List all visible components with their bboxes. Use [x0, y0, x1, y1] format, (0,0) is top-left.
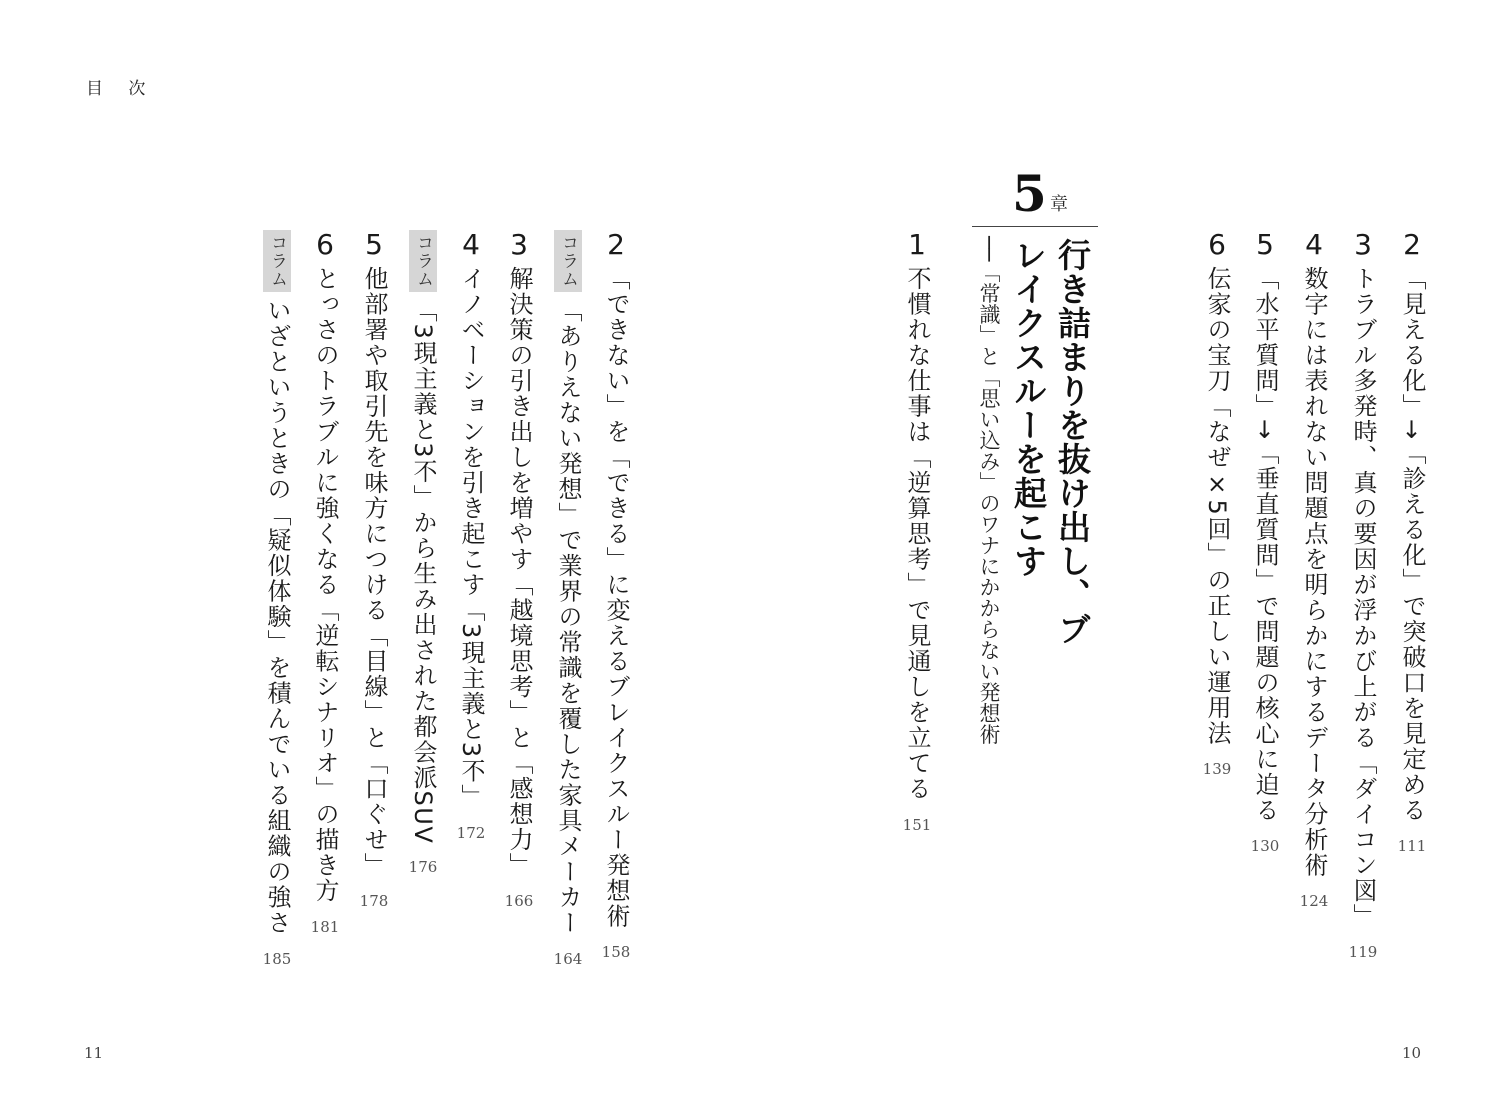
entry-page: 130 — [1250, 837, 1280, 856]
chapter-title: 行き詰まりを抜け出し、ブレイクスルーを起こす — [1009, 238, 1092, 646]
entry-title[interactable]: 「3現主義と3不」から生み出された都会派SUV — [409, 298, 437, 845]
entry-title[interactable]: イノベーションを引き起こす「3現主義と3不」 — [457, 266, 485, 810]
entry-page: 139 — [1202, 759, 1232, 778]
entry-page: 124 — [1299, 892, 1329, 910]
entry-page: 178 — [359, 892, 389, 910]
page-header-title: 目 次 — [86, 79, 156, 99]
entry-page: 151 — [902, 815, 932, 834]
toc-column-entry[interactable] — [548, 230, 588, 968]
toc-entry[interactable] — [1245, 230, 1285, 855]
toc-entry[interactable] — [451, 230, 491, 842]
entry-number: 5 — [1256, 228, 1274, 261]
entry-number: 2 — [1403, 228, 1421, 261]
column-badge: コラム — [409, 230, 437, 292]
toc-entry[interactable] — [596, 230, 636, 961]
entry-number: 6 — [316, 228, 334, 261]
entry-number: 6 — [1208, 228, 1226, 261]
entry-title[interactable]: 「水平質問」→「垂直質問」で問題の核心に迫る — [1251, 266, 1279, 824]
entry-title[interactable]: 不慣れな仕事は「逆算思考」で見通しを立てる — [903, 266, 931, 802]
entry-title[interactable]: 数字には表れない問題点を明らかにするデータ分析術 — [1300, 266, 1328, 878]
entry-number: 3 — [510, 228, 528, 261]
entry-page: 119 — [1348, 943, 1378, 961]
entry-page: 172 — [456, 823, 486, 842]
entry-title[interactable]: 「できない」を「できる」に変えるブレイクスルー発想術 — [602, 266, 630, 929]
toc-entry[interactable] — [1343, 230, 1383, 961]
toc-entry[interactable] — [1294, 230, 1334, 910]
page-number-left: 11 — [84, 1044, 104, 1062]
toc-entry[interactable] — [1197, 230, 1237, 778]
column-badge: コラム — [263, 230, 291, 292]
toc-entry[interactable] — [499, 230, 539, 910]
entry-page: 166 — [504, 892, 534, 910]
entry-title[interactable]: とっさのトラブルに強くなる「逆転シナリオ」の描き方 — [311, 266, 339, 904]
column-badge: コラム — [554, 230, 582, 292]
entry-number: 2 — [607, 228, 625, 261]
toc-entry[interactable] — [1392, 230, 1432, 855]
chapter-rule — [972, 226, 1098, 227]
toc-column-entry[interactable] — [403, 230, 443, 876]
page-number-right: 10 — [1402, 1044, 1422, 1062]
entry-title[interactable]: 「見える化」→「診える化」で突破口を見定める — [1398, 266, 1426, 824]
entry-title[interactable]: 他部署や取引先を味方につける「目線」と「口ぐせ」 — [360, 266, 388, 878]
chapter-subtitle: ──「常識」と「思い込み」のワナにかからない発想術 — [977, 236, 1001, 745]
toc-column-entry[interactable] — [257, 230, 297, 968]
entry-page: 176 — [408, 858, 438, 877]
entry-page: 111 — [1397, 837, 1427, 856]
toc-entry[interactable] — [354, 230, 394, 910]
toc-entry[interactable] — [305, 230, 345, 936]
entry-title[interactable]: トラブル多発時、真の要因が浮かび上がる「ダイコン図」 — [1349, 266, 1377, 929]
entry-page: 181 — [310, 917, 340, 936]
entry-title[interactable]: 伝家の宝刀「なぜ×5回」の正しい運用法 — [1203, 266, 1231, 746]
entry-number: 4 — [1305, 228, 1323, 261]
chapter-number: 5 — [1012, 164, 1047, 223]
entry-page: 185 — [262, 949, 292, 968]
entry-title[interactable]: 「ありえない発想」で業界の常識を覆した家具メーカー — [554, 298, 582, 936]
entry-title[interactable]: 解決策の引き出しを増やす「越境思考」と「感想力」 — [505, 266, 533, 878]
chapter-unit: 章 — [1050, 194, 1068, 215]
entry-page: 158 — [601, 943, 631, 961]
entry-title[interactable]: いざというときの「疑似体験」を積んでいる組織の強さ — [263, 298, 291, 936]
entry-number: 5 — [365, 228, 383, 261]
entry-number: 1 — [908, 228, 926, 261]
entry-number: 3 — [1354, 228, 1372, 261]
toc-entry[interactable] — [897, 230, 937, 834]
entry-number: 4 — [462, 228, 480, 261]
entry-page: 164 — [553, 949, 583, 968]
